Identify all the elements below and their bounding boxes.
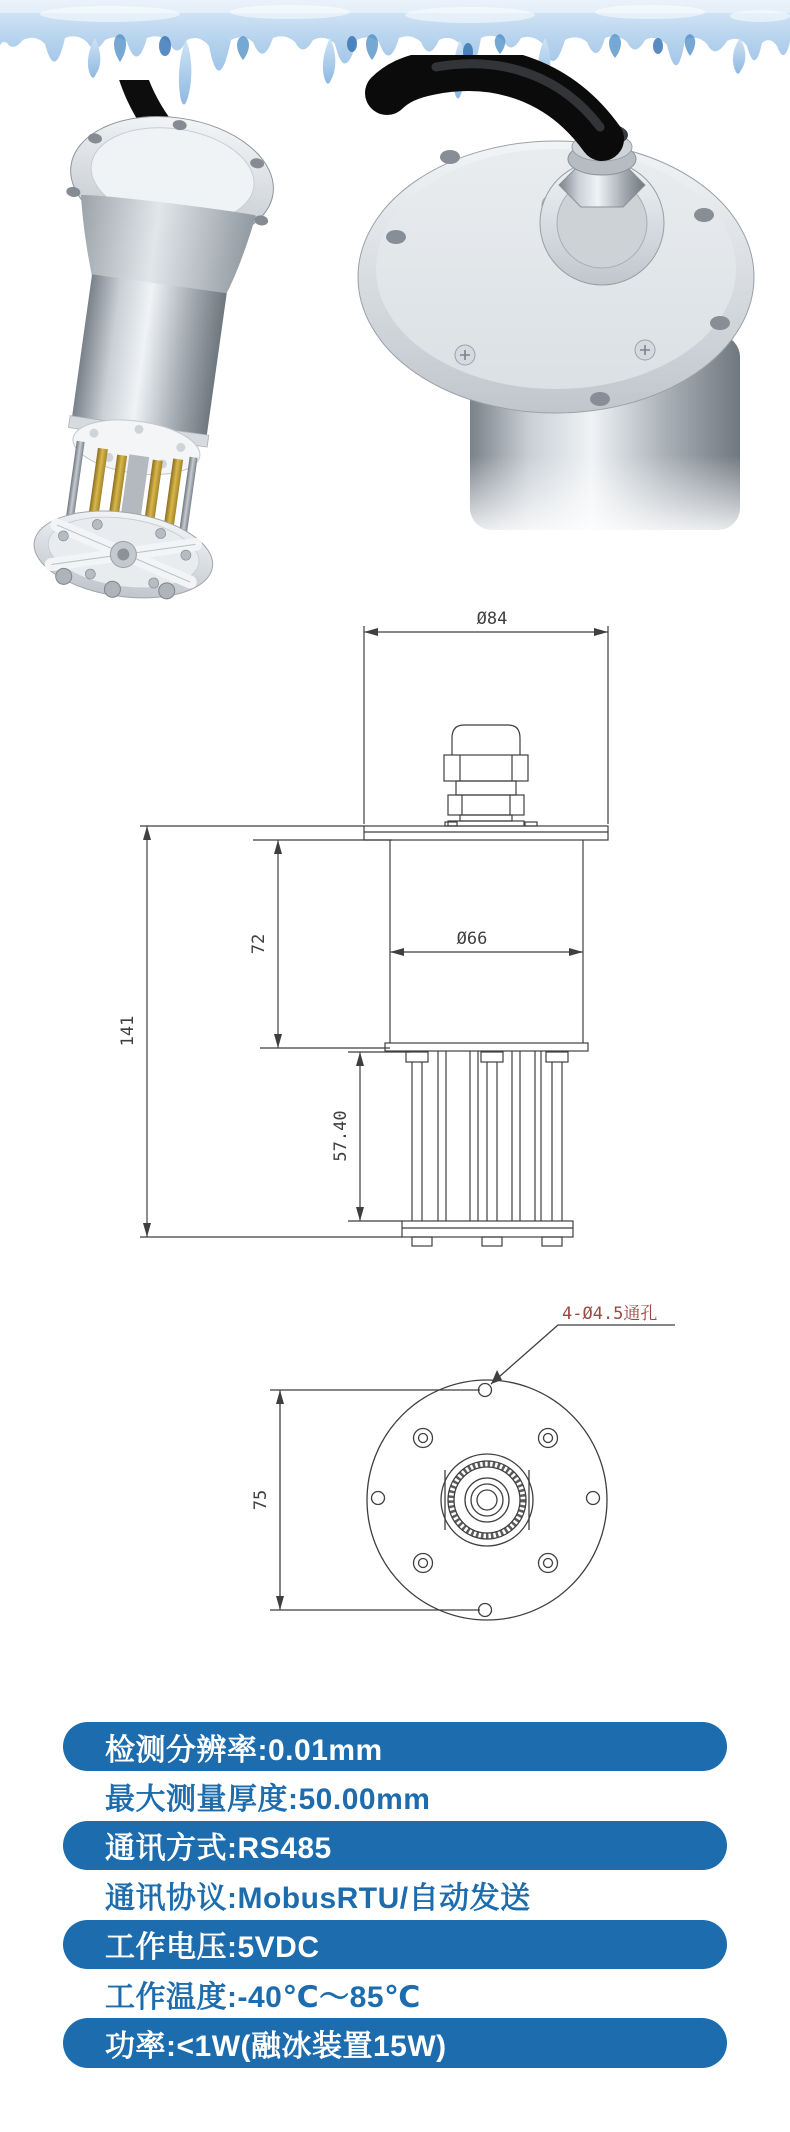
bottom-plate [402, 1221, 573, 1237]
screw-holes [414, 1429, 558, 1573]
spec-row-temperature: 工作温度:-40℃～85℃ [105, 1980, 421, 2014]
cylinder-bottom-flange [385, 1043, 588, 1051]
spec-row-power: 功率:<1W(融冰装置15W) [63, 2018, 727, 2067]
dim-label-probe-height: 57.40 [331, 1110, 351, 1162]
bottom-view-drawing [130, 1285, 710, 1655]
spec-list [63, 1722, 727, 2068]
dimension-arrows [143, 628, 608, 1237]
spec-row-max-range: 最大测量厚度:50.00mm [105, 1783, 431, 1817]
spec-row-resolution: 检测分辨率:0.01mm [63, 1722, 727, 1771]
cylinder-body [71, 274, 227, 441]
spec-row-protocol: 通讯协议:MobusRTU/自动发送 [105, 1881, 531, 1915]
cable [387, 69, 602, 139]
holes-note-label: 4-Ø4.5通孔 [562, 1304, 658, 1324]
dim-label-body-height: 72 [249, 933, 269, 955]
gland-hex [444, 755, 528, 781]
gland-dome [452, 725, 520, 755]
side-view-drawing [80, 578, 640, 1278]
product-photo-left [10, 80, 335, 600]
dim-label-body-diameter: Ø66 [456, 929, 488, 949]
center-hub [441, 1454, 533, 1546]
product-photo-right [300, 55, 790, 545]
spec-row-comm-mode: 通讯方式:RS485 [63, 1821, 727, 1870]
plate-outline [367, 1380, 607, 1620]
spec-row-voltage: 工作电压:5VDC [63, 1920, 727, 1969]
dim-label-plate: 75 [251, 1489, 271, 1511]
flange-plate [364, 826, 608, 840]
dim-label-flange-diameter: Ø84 [476, 609, 508, 629]
dim-label-total-height: 141 [118, 1015, 138, 1047]
gland-locknut [448, 795, 524, 815]
